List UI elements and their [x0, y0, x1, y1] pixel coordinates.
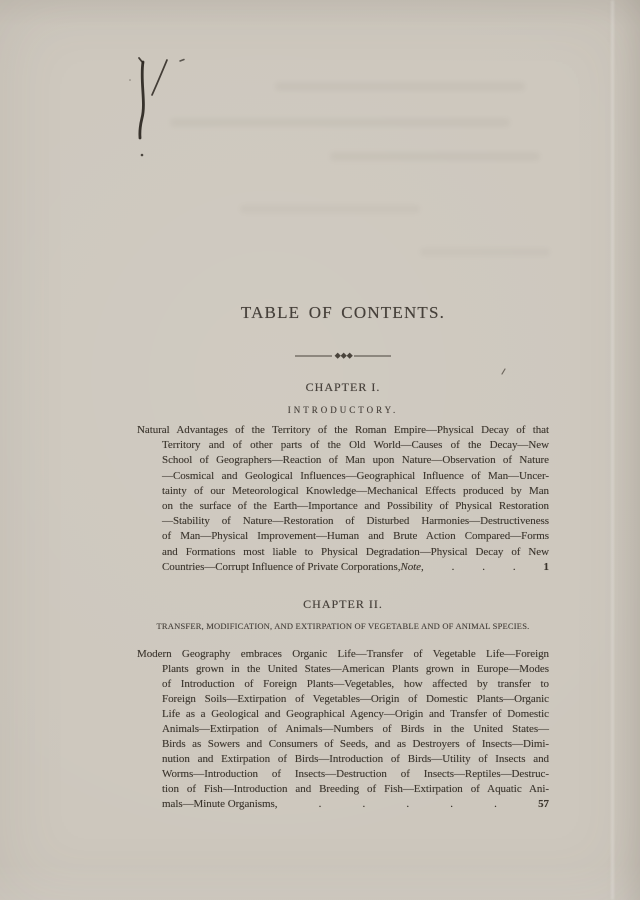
- toc-line: School of Geographers—Reaction of Man upon Nature—Observation of Nature: [162, 454, 549, 467]
- page-number: 57: [538, 798, 549, 810]
- toc-line: of Man—Physical Improvement—Human and Brute Action Compared—Forms: [162, 530, 549, 543]
- toc-line: tion of Fish—Introduction and Breeding of Fish—Extirpation of Aquatic Ani-: [162, 783, 549, 795]
- toc-line: Foreign Soils—Extirpation of Vegetables—Origin of Domestic Plants—Organic: [162, 693, 549, 705]
- chapter-2-toc-entry: [137, 647, 549, 812]
- chapter-1-subheading: INTRODUCTORY.: [287, 405, 399, 415]
- chapter-2-lines: [137, 647, 549, 797]
- leader-dot: .: [494, 798, 497, 810]
- last-line-text: Countries—Corrupt Influence of Private Corporations,: [162, 560, 401, 573]
- page-fold-highlight: [611, 0, 614, 900]
- leader-dot: .: [482, 560, 485, 573]
- toc-line: nution and Extirpation of Birds—Introduction of Birds—Utility of Insects and: [162, 753, 549, 765]
- toc-line: Animals—Extirpation of Animals—Numbers of Birds in the United States—: [162, 723, 549, 735]
- leader-dots: [277, 797, 538, 812]
- leader-dot: .: [450, 798, 453, 810]
- chapter-1-toc-entry: [137, 423, 549, 575]
- toc-line: tainty of our Meteorological Knowledge—Mechanical Effects produced by Man: [162, 484, 549, 497]
- chapter-1-lines: [137, 423, 549, 560]
- toc-line: Territory and of other parts of the Old World—Causes of the Decay—New: [162, 439, 549, 452]
- chapter-2-last-line: [162, 797, 549, 812]
- toc-line: Modern Geography embraces Organic Life—Transfer of Vegetable Life—Foreign: [137, 648, 549, 660]
- show-through-smudge: [330, 152, 540, 161]
- toc-line: —Stability of Nature—Restoration of Disturbed Harmonies—Destructiveness: [162, 515, 549, 528]
- leader-dot: .: [512, 560, 516, 573]
- chapter-1-last-line: [162, 560, 549, 575]
- chapter-1-heading: CHAPTER I.: [305, 380, 381, 394]
- leader-dot: .: [406, 798, 410, 810]
- toc-line: Natural Advantages of the Territory of the Roman Empire—Physical Decay of that: [137, 424, 549, 436]
- show-through-smudge: [240, 205, 420, 213]
- chapter-2-heading: CHAPTER II.: [303, 597, 383, 611]
- leader-dot: .: [318, 798, 322, 810]
- toc-line: on the surface of the Earth—Importance and Possibility of Physical Restoration: [162, 500, 549, 513]
- handwritten-ink-mark: [118, 48, 198, 173]
- leader-dot: .: [362, 798, 366, 810]
- toc-line: Worms—Introduction of Insects—Destruction of Insects—Reptiles—Destruc-: [162, 768, 549, 780]
- show-through-smudge: [275, 82, 525, 91]
- page-number: 1: [543, 560, 549, 573]
- chapter-2-subheading: TRANSFER, MODIFICATION, AND EXTIRPATION OF VEGETABLE AND OF ANIMAL SPECIES.: [156, 621, 530, 631]
- show-through-smudge: [420, 248, 550, 256]
- toc-line: Plants grown in the United States—American Plants grown in Europe—Modes: [162, 663, 549, 675]
- divider-ornament: [295, 348, 391, 358]
- stray-pen-mark: [500, 363, 508, 381]
- leader-dots: [424, 560, 544, 575]
- toc-line: —Cosmical and Geological Influences—Geographical Influence of Man—Uncer-: [162, 469, 549, 482]
- note-italic: Note,: [400, 560, 424, 573]
- toc-line: Life as a Geological and Geographical Agency—Origin and Transfer of Domestic: [162, 708, 549, 720]
- toc-line: of Introduction of Foreign Plants—Vegetables, how affected by transfer to: [162, 678, 549, 690]
- last-line-text: mals—Minute Organisms,: [162, 798, 278, 810]
- leader-dot: .: [451, 560, 455, 573]
- toc-line: and Formations most liable to Physical Degradation—Physical Decay of New: [162, 545, 549, 558]
- show-through-smudge: [170, 118, 510, 127]
- toc-line: Birds as Sowers and Consumers of Seeds, and as Destroyers of Insects—Dimi-: [162, 738, 549, 750]
- page-title: TABLE OF CONTENTS.: [240, 303, 446, 322]
